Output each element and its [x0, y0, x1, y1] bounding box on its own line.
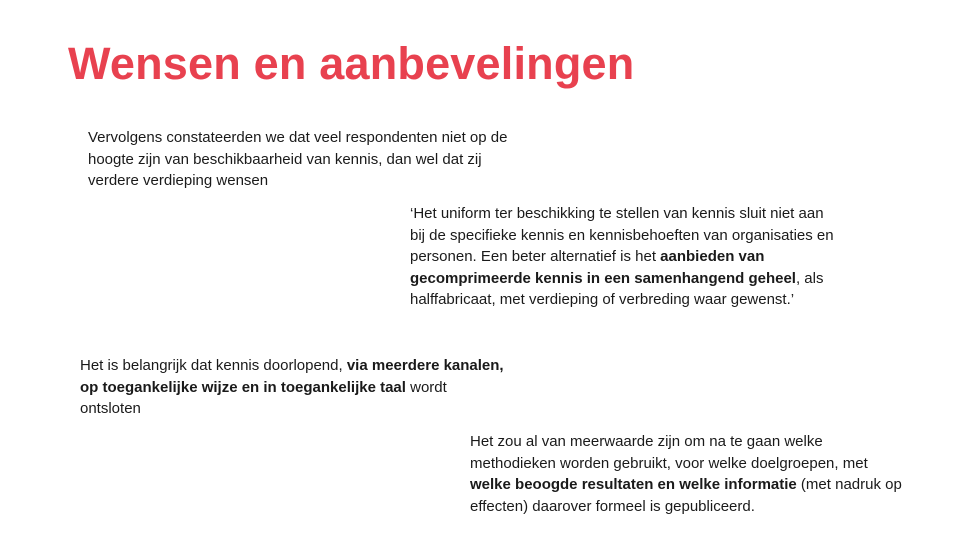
text-block-added-value	[470, 431, 950, 517]
emphasis-text: aanbieden van	[660, 248, 765, 265]
text-line	[470, 474, 950, 496]
text-line: ‘Het uniform ter beschikking te stellen van kennis sluit niet aan	[410, 205, 824, 222]
text-line: Het zou al van meerwaarde zijn om na te gaan welke	[470, 433, 823, 450]
text-segment: Het is belangrijk dat kennis doorlopend,	[80, 357, 347, 374]
text-line: effecten) daarover formeel is gepubliceerd.	[470, 497, 755, 515]
text-line: halffabricaat, met verdieping of verbreding waar gewenst.’	[410, 291, 795, 308]
text-line: bij de specifieke kennis en kennisbehoeften van organisaties en	[410, 226, 834, 244]
text-segment: wordt	[405, 378, 447, 396]
emphasis-text: op toegankelijke wijze en in toegankelijke taal	[80, 378, 406, 396]
text-block-importance	[80, 355, 560, 420]
text-block-findings	[88, 127, 568, 192]
text-segment: personen. Een beter alternatief is het	[410, 248, 661, 265]
slide-title: Wensen en aanbevelingen	[68, 38, 635, 89]
text-line	[80, 377, 560, 399]
emphasis-text: via meerdere kanalen,	[346, 357, 504, 374]
text-line	[80, 355, 560, 377]
text-line: methodieken worden gebruikt, voor welke doelgroepen, met	[470, 454, 868, 472]
text-segment: (met nadruk op	[796, 476, 902, 493]
text-line: hoogte zijn van beschikbaarheid van kennis, dan wel dat zij	[88, 150, 482, 168]
text-line: ontsloten	[80, 400, 141, 417]
emphasis-text: welke beoogde resultaten en welke informatie	[470, 476, 797, 493]
text-line: Vervolgens constateerden we dat veel respondenten niet op de	[88, 129, 508, 146]
emphasis-text: gecomprimeerde kennis in een samenhangend geheel	[410, 269, 796, 287]
text-segment: , als	[795, 269, 824, 287]
text-line: verdere verdieping wensen	[88, 172, 269, 189]
text-line	[410, 268, 885, 290]
text-line	[410, 246, 885, 268]
quote-block	[410, 203, 885, 311]
